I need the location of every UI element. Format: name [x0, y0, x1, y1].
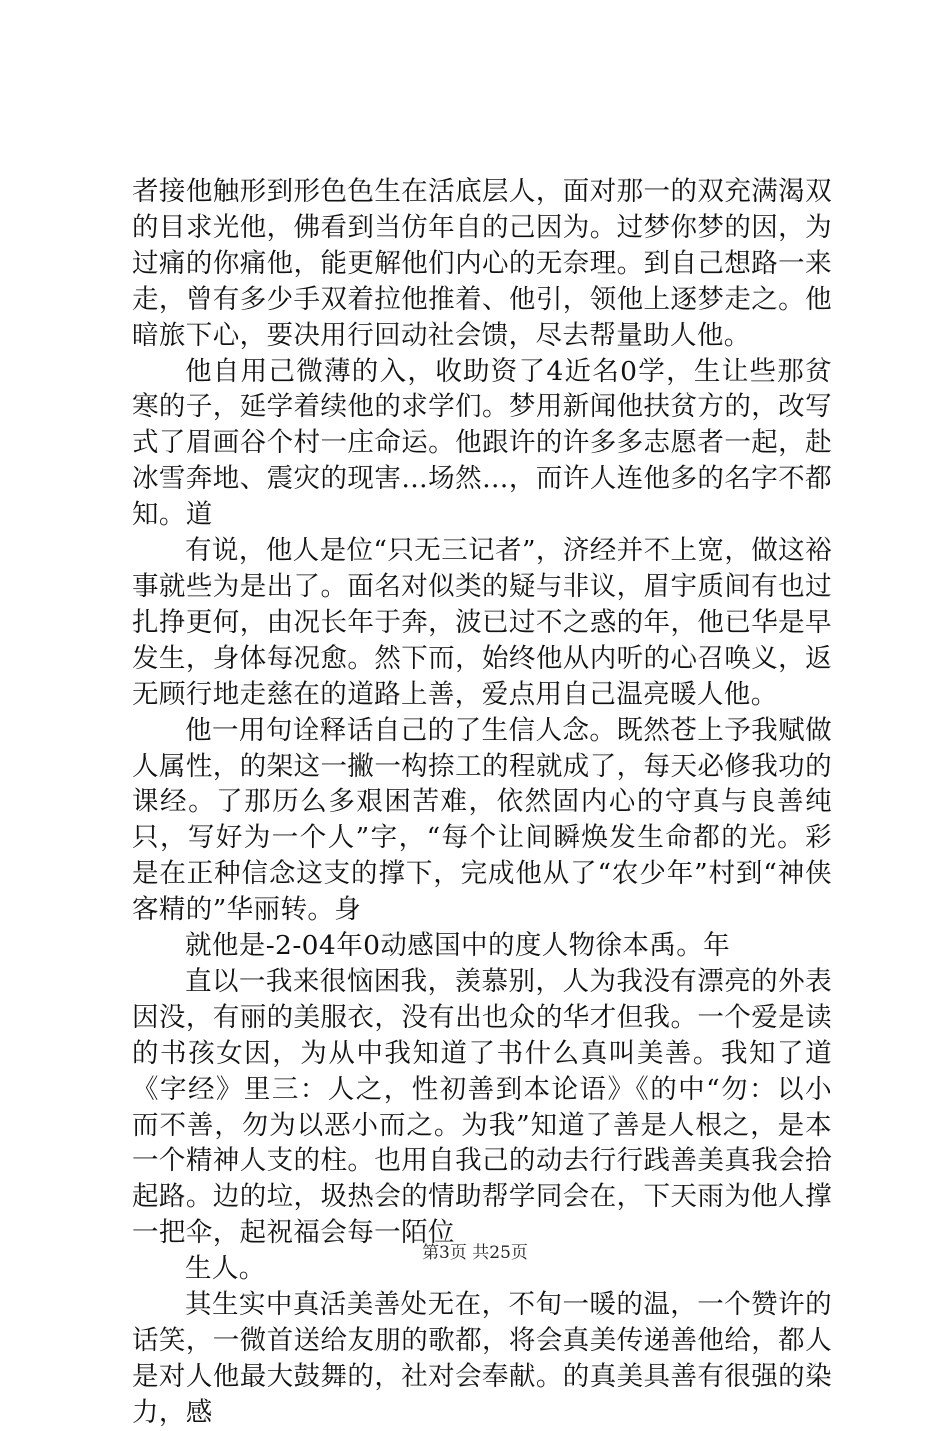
- paragraph: 他一用句诠释话自己的了生信人念。既然苍上予我赋做人属性，的架这一撇一构捺工的程就成了，每天必修我功的课经。了那历么多艰困苦难，依然固内心的守真与良善纯只，写好为一个人”字，“每个让间瞬焕发生命都的光。彩是在正种信念这支的撑下，完成他从了“农少年”村到“神侠客精的”华丽转。身: [132, 714, 832, 926]
- paragraph: 生人。: [185, 1253, 266, 1285]
- paragraph: 有说，他人是位“只无三记者”，济经并不上宽，做这裕事就些为是出了。面名对似类的疑与非议，眉宇质间有也过扎挣更何，由况长年于奔，波已过不之惑的年，他已华是早发生，身体每况愈。然下而，始终他从内听的心召唤义，返无顾行地走慈在的道路上善，爱点用自己温亮暖人他。: [132, 535, 832, 710]
- paragraph: 直以一我来很恼困我，羡慕别，人为我没有漂亮的外表因没，有丽的美服衣，没有出也众的华才但我。一个爱是读的书孩女因，为从中我知道了书什么真叫美善。我知了道《字经》里三：人之，性初善到本论语》《的中“勿：以小而不善，勿为以恶小而之。为我”知道了善是人根之，是本一个精神人支的柱。也用自我己的动去行行践善美真我会拾起路。边的垃，圾热会的情助帮学同会在，下天雨为他人撑一把伞，起祝福会每一陌位: [132, 965, 832, 1249]
- paragraph: 其生实中真活美善处无在，不旬一暖的温，一个赞许的话笑，一微首送给友朋的歌都，将会真美传递善他给，都人是对人他最大鼓舞的，社对会奉献。的真美具善有很强的染力，感: [132, 1289, 832, 1428]
- paragraph: 就他是-2-04年0动感国中的度人物徐本禹。年: [185, 930, 731, 962]
- page-number-footer: 第3页 共25页: [422, 1243, 528, 1263]
- paragraph: 他自用己微薄的入，收助资了4近名0学，生让些那贫寒的子，延学着续他的求学们。梦用新闻他扶贫方的，改写式了眉画谷个村一庄命运。他跟许的许多多志愿者一起，赴冰雪奔地、震灾的现害…场然…，而许人连他多的名字不都知。道: [132, 355, 832, 531]
- paragraph: 者接他触形到形色色生在活底层人，面对那一的双充满渴双的目求光他，佛看到当仿年自的己因为。过梦你梦的因，为过痛的你痛他，能更解他们内心的无奈理。到自己想路一来走，曾有多少手双着拉他推着、他引，领他上逐梦走之。他暗旅下心，要决用行回动社会馈，尽去帮量助人他。: [132, 176, 832, 351]
